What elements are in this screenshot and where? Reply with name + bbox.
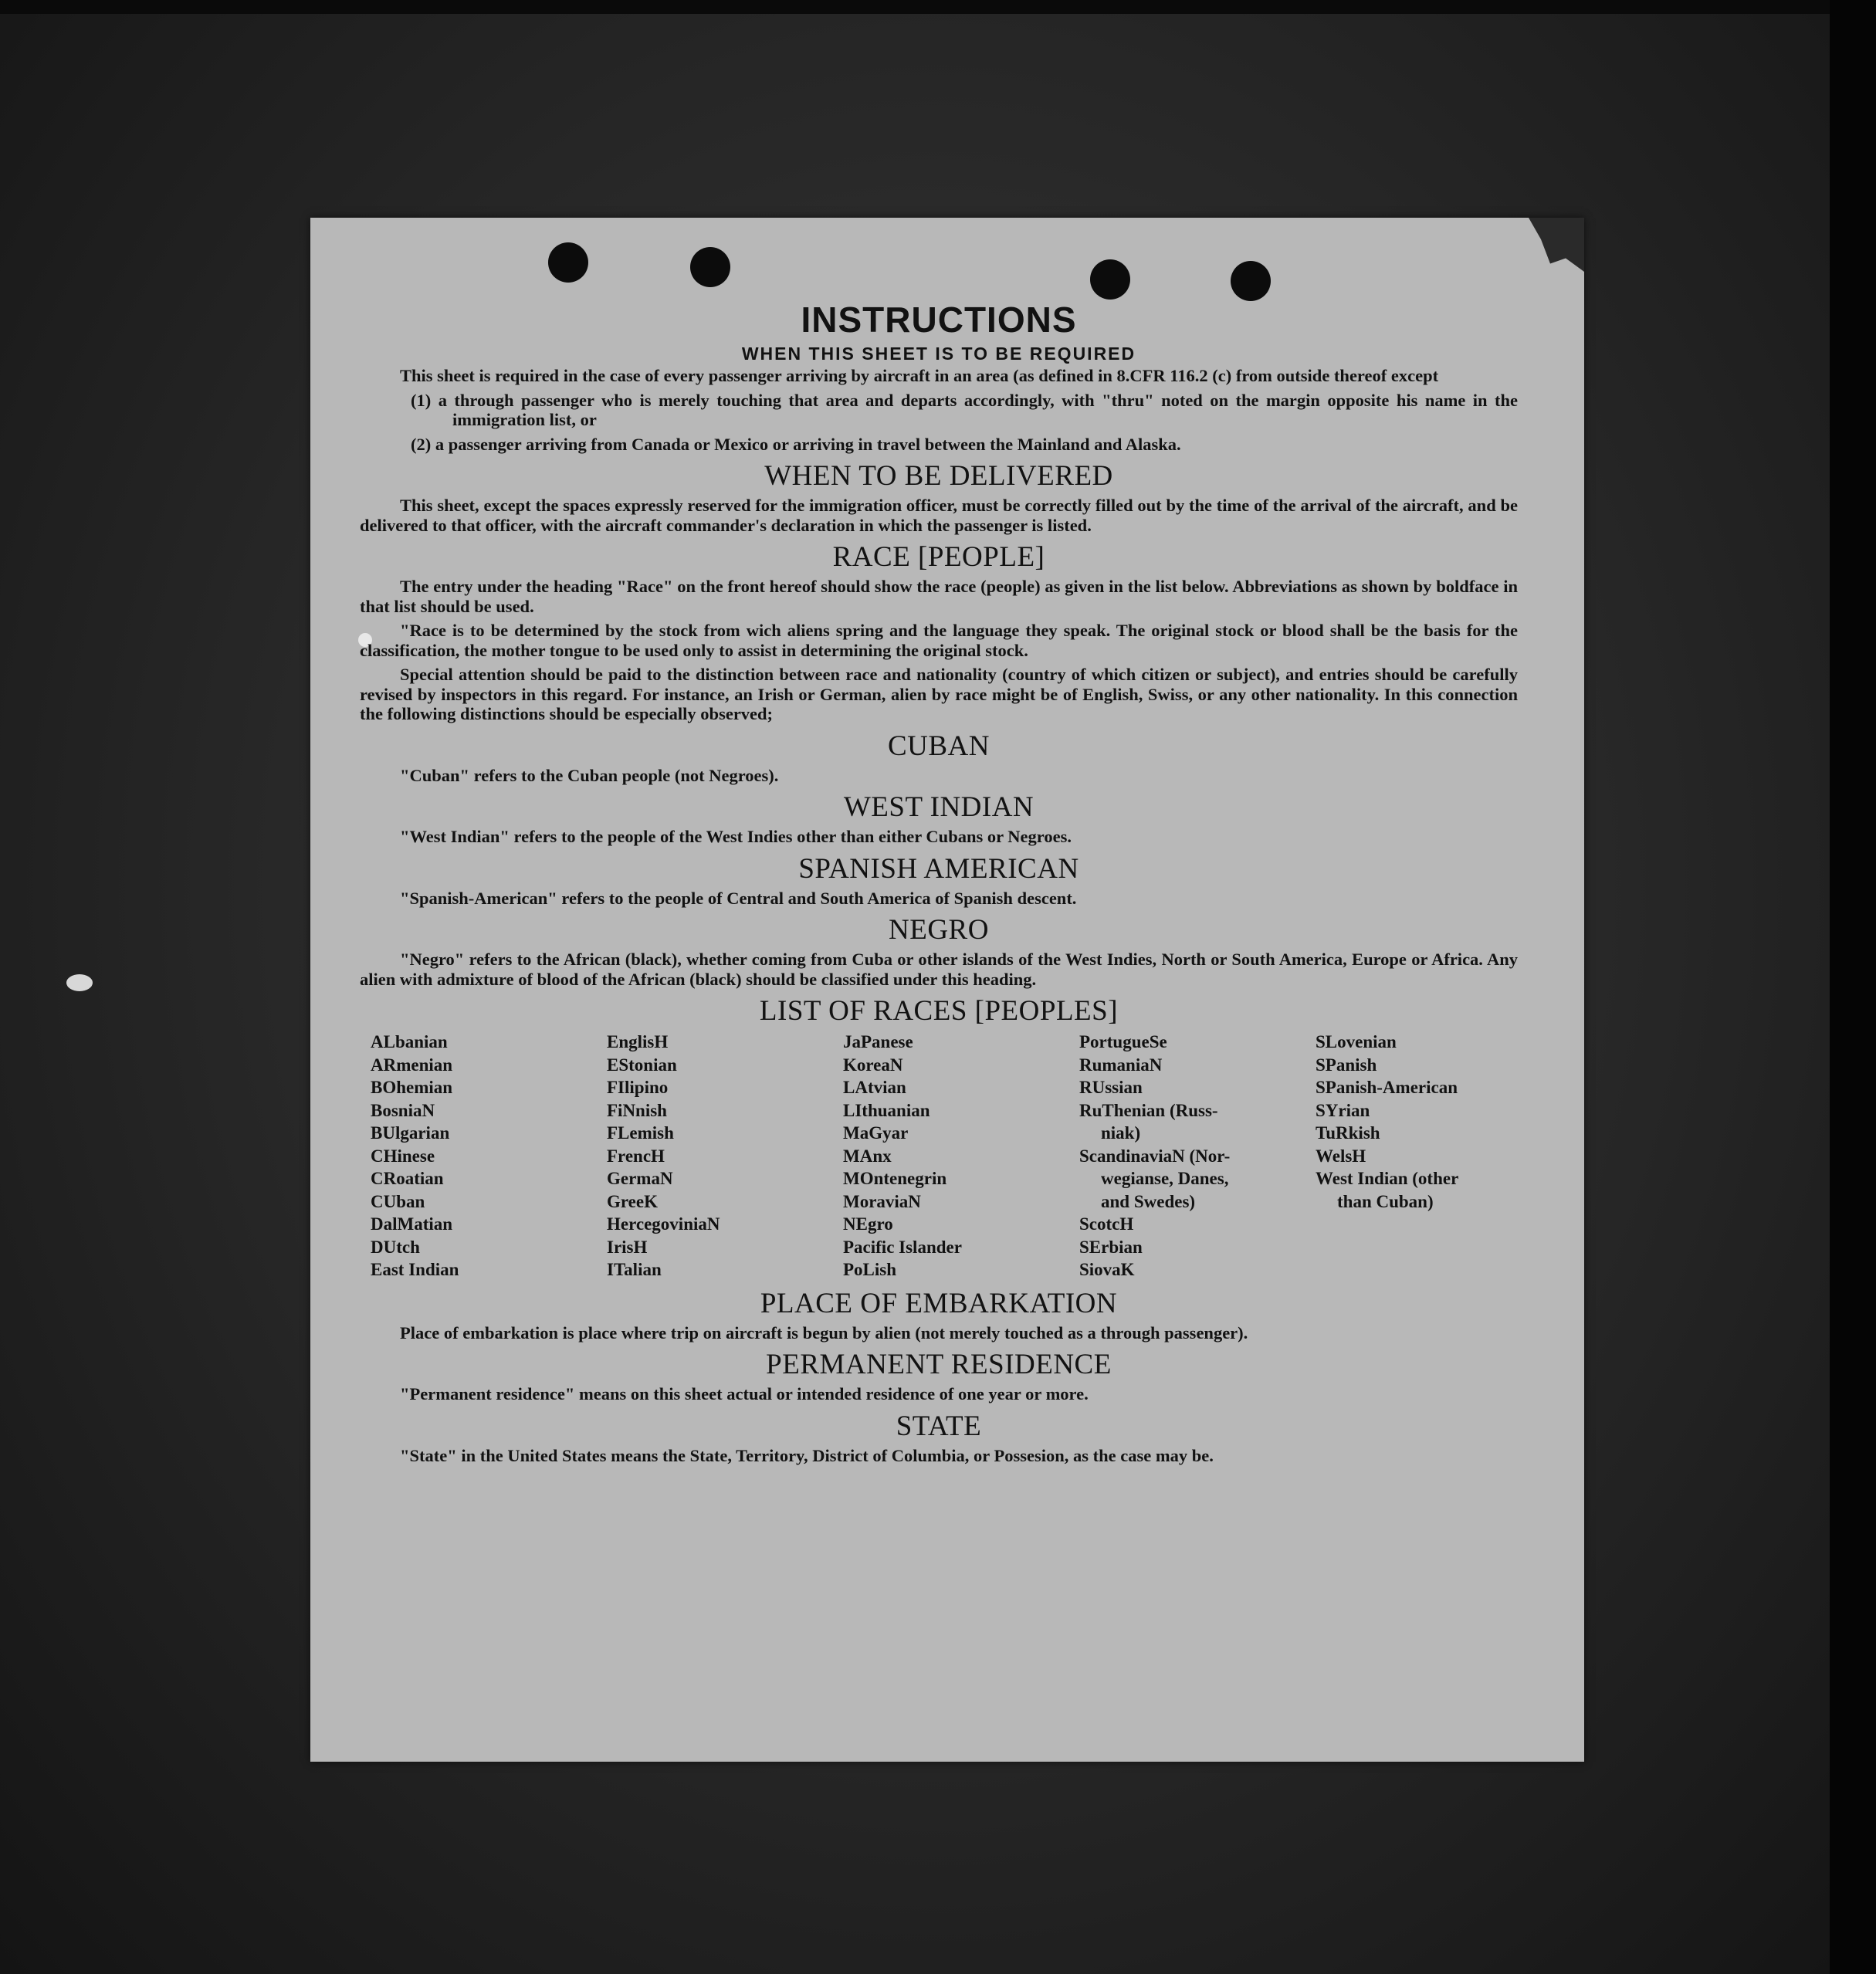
west-indian-paragraph: "West Indian" refers to the people of the West Indies other than either Cubans or Negroes. bbox=[400, 827, 1072, 846]
race-entry: ScotcH bbox=[1079, 1214, 1134, 1234]
races-column-3 bbox=[843, 1031, 1079, 1282]
section-heading-west-indian: WEST INDIAN bbox=[843, 791, 1035, 823]
races-column-4 bbox=[1079, 1031, 1316, 1282]
race-entry: than Cuban) bbox=[1337, 1191, 1434, 1211]
race-entry: ScandinaviaN (Nor- bbox=[1079, 1146, 1231, 1166]
race-entry: RumaniaN bbox=[1079, 1055, 1163, 1075]
race-entry: MOntenegrin bbox=[843, 1169, 947, 1188]
section-heading-residence: PERMANENT RESIDENCE bbox=[766, 1349, 1112, 1380]
race-entry: RuThenian (Russ- bbox=[1079, 1100, 1218, 1120]
section-heading-spanish-american: SPANISH AMERICAN bbox=[798, 852, 1079, 885]
race-entry: West Indian (other bbox=[1316, 1169, 1459, 1188]
race-entry: SiovaK bbox=[1079, 1260, 1135, 1279]
race-entry: niak) bbox=[1101, 1123, 1141, 1143]
punch-hole bbox=[690, 247, 730, 287]
race-entry: ALbanian bbox=[371, 1032, 448, 1051]
race-entry: Pacific Islander bbox=[843, 1237, 962, 1257]
races-column-2 bbox=[607, 1031, 843, 1282]
races-list bbox=[371, 1031, 1518, 1282]
race-entry: WelsH bbox=[1316, 1146, 1366, 1166]
race-entry: FLemish bbox=[607, 1123, 674, 1143]
races-column-1 bbox=[371, 1031, 607, 1282]
section-heading-embarkation: PLACE OF EMBARKATION bbox=[760, 1287, 1118, 1319]
torn-corner bbox=[1522, 218, 1584, 272]
state-paragraph: "State" in the United States means the State, Territory, District of Columbia, or Possesion, as the case may be. bbox=[400, 1445, 1214, 1465]
race-entry: FrencH bbox=[607, 1146, 665, 1166]
race-entry: ARmenian bbox=[371, 1055, 453, 1075]
race-entry: KoreaN bbox=[843, 1055, 903, 1075]
race-entry: PortugueSe bbox=[1079, 1032, 1167, 1051]
punch-hole bbox=[1231, 261, 1271, 301]
race-entry: CUban bbox=[371, 1191, 425, 1211]
race-entry: ITalian bbox=[607, 1260, 662, 1279]
cuban-paragraph: "Cuban" refers to the Cuban people (not Negroes). bbox=[400, 765, 779, 785]
race-entry: CRoatian bbox=[371, 1169, 444, 1188]
film-frame-edge-top bbox=[0, 0, 1876, 14]
race-entry: FiNnish bbox=[607, 1100, 667, 1120]
race-entry: HercegoviniaN bbox=[607, 1214, 720, 1234]
race-entry: CHinese bbox=[371, 1146, 435, 1166]
race-entry: East Indian bbox=[371, 1260, 459, 1279]
race-entry: LAtvian bbox=[843, 1078, 906, 1097]
race-entry: DalMatian bbox=[371, 1214, 453, 1234]
spanish-american-paragraph: "Spanish-American" refers to the people of Central and South America of Spanish descent. bbox=[400, 888, 1077, 908]
section-heading-list-of-races: LIST OF RACES [PEOPLES] bbox=[759, 995, 1119, 1027]
race-entry: SPanish bbox=[1316, 1055, 1377, 1075]
race-entry: PoLish bbox=[843, 1260, 897, 1279]
race-entry: SYrian bbox=[1316, 1100, 1370, 1120]
page-subtitle: WHEN THIS SHEET IS TO BE REQUIRED bbox=[741, 344, 1136, 364]
document-page bbox=[310, 218, 1584, 1762]
race-entry: wegianse, Danes, bbox=[1101, 1169, 1229, 1188]
race-entry: GreeK bbox=[607, 1191, 658, 1211]
race-entry: MAnx bbox=[843, 1146, 892, 1166]
race-entry: and Swedes) bbox=[1101, 1191, 1196, 1211]
embarkation-paragraph: Place of embarkation is place where trip on aircraft is begun by alien (not merely touched as a through passenger). bbox=[400, 1322, 1248, 1343]
race-entry: MaGyar bbox=[843, 1123, 909, 1143]
race-entry: FIlipino bbox=[607, 1078, 669, 1097]
negro-paragraph: "Negro" refers to the African (black), whether coming from Cuba or other islands of the West Indies, North or South America, Europe or Africa. Any alien with admixture of blood of the African (black) should be classified under this heading. bbox=[360, 950, 1518, 989]
race-entry: SLovenian bbox=[1316, 1032, 1397, 1051]
race-entry: EnglisH bbox=[607, 1032, 669, 1051]
race-entry: EStonian bbox=[607, 1055, 677, 1075]
section-heading-delivered: WHEN TO BE DELIVERED bbox=[764, 460, 1113, 492]
race-paragraph-3: Special attention should be paid to the distinction between race and nationality (country of which citizen or subject), and entries should be carefully revised by inspectors in this regard. For instance, an Irish or German, alien by race might be of English, Swiss, or any other nationality. In this connection the following distinctions should be especially observed; bbox=[360, 665, 1518, 723]
races-column-5 bbox=[1316, 1031, 1529, 1282]
delivered-paragraph: This sheet, except the spaces expressly reserved for the immigration officer, must be correctly filled out by the time of the arrival of the aircraft, and be delivered to that officer, with the aircraft commander's declaration in which the passenger is listed. bbox=[360, 496, 1518, 535]
exception-item-1: (1) a through passenger who is merely touching that area and departs accordingly, with "thru" noted on the margin opposite his name in the immigration list, or bbox=[411, 390, 1518, 429]
race-entry: TuRkish bbox=[1316, 1123, 1380, 1143]
instructions-content bbox=[360, 298, 1518, 1470]
race-entry: BOhemian bbox=[371, 1078, 453, 1097]
race-entry: JaPanese bbox=[843, 1032, 913, 1051]
punch-hole bbox=[548, 242, 588, 283]
race-entry: IrisH bbox=[607, 1237, 648, 1257]
scan-speck bbox=[66, 974, 93, 991]
race-paragraph-2: "Race is to be determined by the stock from wich aliens spring and the language they speak. The original stock or blood shall be the basis for the classification, the mother tongue to be used only to assist in determining the original stock. bbox=[360, 621, 1518, 660]
race-paragraph-1: The entry under the heading "Race" on the front hereof should show the race (people) as given in the list below. Abbreviations as shown by boldface in that list should be used. bbox=[360, 577, 1518, 616]
race-entry: RUssian bbox=[1079, 1078, 1143, 1097]
race-entry: DUtch bbox=[371, 1237, 420, 1257]
race-entry: MoraviaN bbox=[843, 1191, 921, 1211]
section-heading-negro: NEGRO bbox=[889, 914, 989, 946]
race-entry: LIthuanian bbox=[843, 1100, 930, 1120]
section-heading-cuban: CUBAN bbox=[887, 730, 990, 762]
residence-paragraph: "Permanent residence" means on this sheet actual or intended residence of one year or more. bbox=[400, 1384, 1089, 1403]
race-entry: BUlgarian bbox=[371, 1123, 450, 1143]
race-entry: SPanish-American bbox=[1316, 1078, 1458, 1097]
race-entry: GermaN bbox=[607, 1169, 673, 1188]
exception-item-2: (2) a passenger arriving from Canada or Mexico or arriving in travel between the Mainland and Alaska. bbox=[411, 434, 1181, 454]
race-entry: BosniaN bbox=[371, 1100, 435, 1120]
punch-hole bbox=[1090, 259, 1130, 300]
race-entry: NEgro bbox=[843, 1214, 893, 1234]
section-heading-state: STATE bbox=[896, 1410, 982, 1442]
page-title: INSTRUCTIONS bbox=[801, 300, 1077, 340]
race-entry: SErbian bbox=[1079, 1237, 1143, 1257]
intro-paragraph: This sheet is required in the case of every passenger arriving by aircraft in an area (as defined in 8.CFR 116.2 (c) from outside thereof except bbox=[400, 366, 1439, 385]
section-heading-race: RACE [PEOPLE] bbox=[832, 541, 1045, 573]
film-frame-edge-right bbox=[1830, 0, 1876, 1974]
